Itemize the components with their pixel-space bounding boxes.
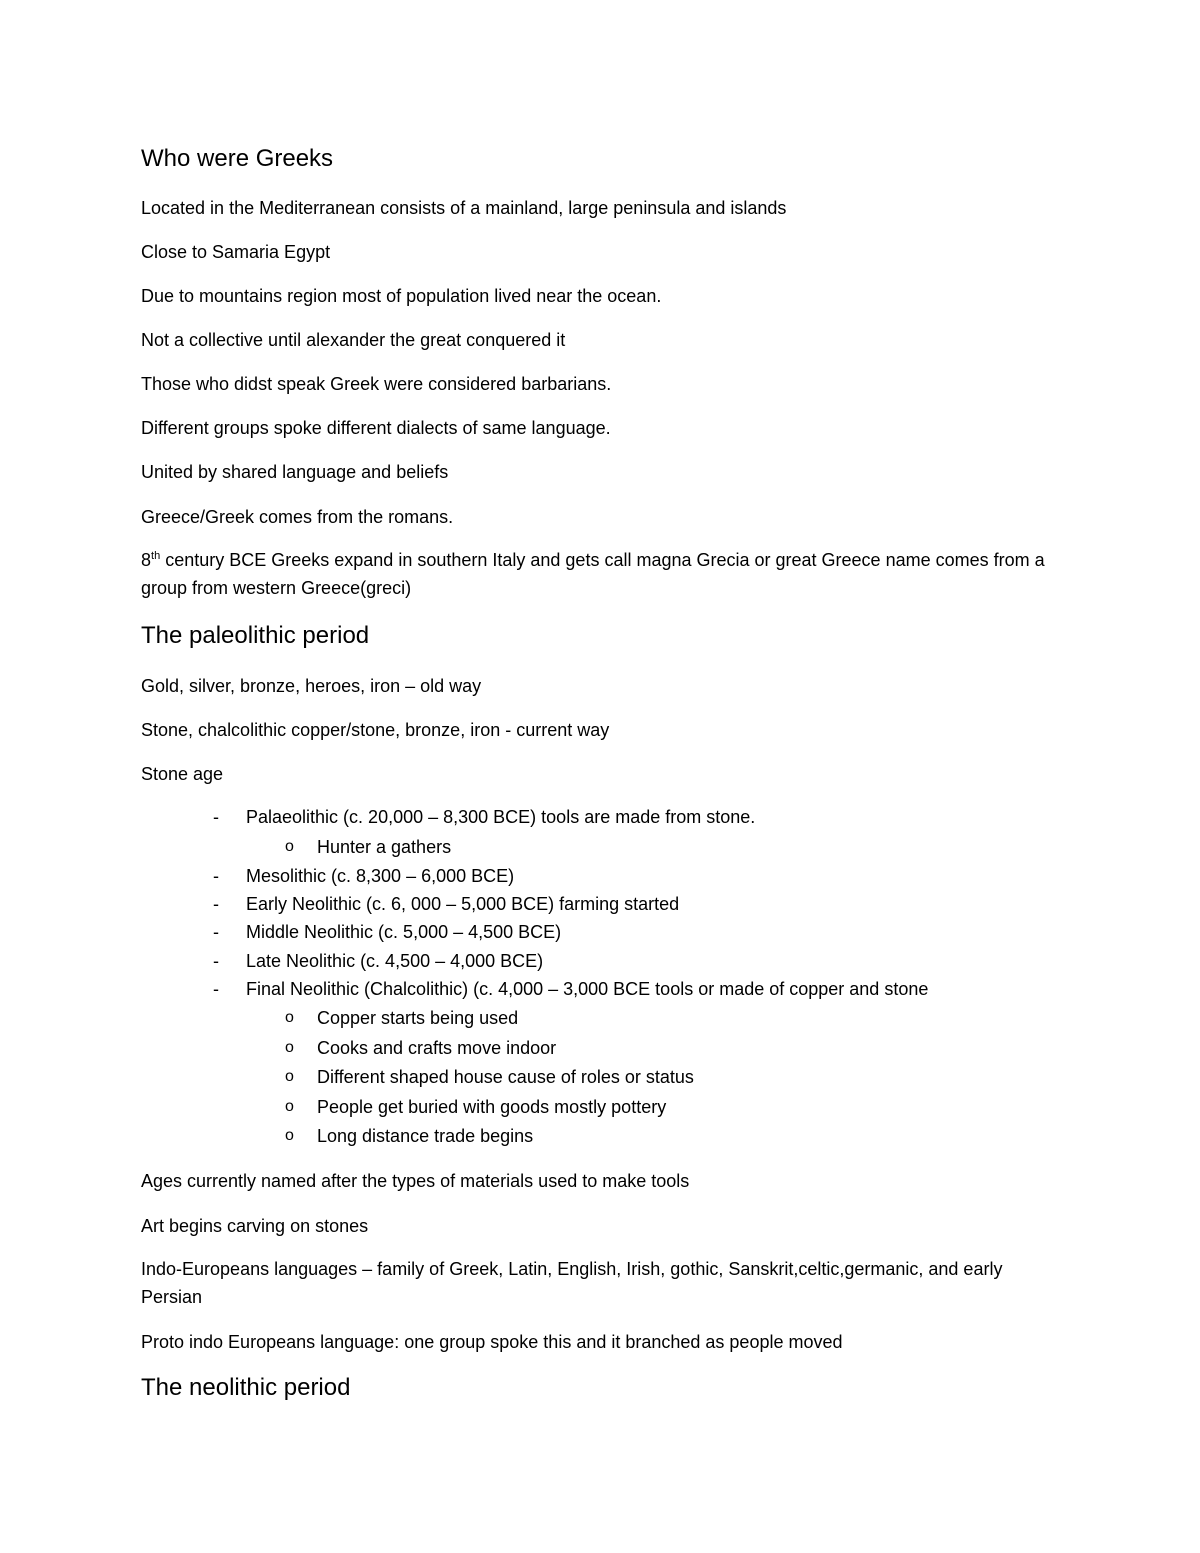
sub-list-item-text: Long distance trade begins — [317, 1126, 534, 1146]
heading-neolithic-period: The neolithic period — [141, 1374, 351, 1401]
list-item-text: Palaeolithic (c. 20,000 – 8,300 BCE) tools are made from stone. — [246, 807, 756, 827]
dash-bullet: - — [213, 807, 219, 827]
paragraph: United by shared language and beliefs — [141, 462, 449, 482]
dash-bullet: - — [213, 979, 219, 999]
paragraph-century — [141, 546, 1061, 602]
paragraph: Indo-Europeans languages – family of Greek, Latin, English, Irish, gothic, Sanskrit,celtic,germanic, and early Persian — [141, 1259, 1003, 1307]
century-text: century BCE Greeks expand in southern Italy and gets call magna Grecia or great Greece name comes from a group from western Greece(greci) — [141, 550, 1045, 598]
circle-bullet: o — [285, 1039, 294, 1056]
paragraph: Different groups spoke different dialects of same language. — [141, 418, 611, 438]
paragraph: Art begins carving on stones — [141, 1216, 369, 1236]
heading-paleolithic-period: The paleolithic period — [141, 622, 370, 649]
list-item-text: Early Neolithic (c. 6, 000 – 5,000 BCE) farming started — [246, 894, 680, 914]
paragraph: Stone, chalcolithic copper/stone, bronze, iron - current way — [141, 720, 610, 740]
sub-list-item-text: Copper starts being used — [317, 1008, 519, 1028]
paragraph: Greece/Greek comes from the romans. — [141, 507, 454, 527]
dash-bullet: - — [213, 922, 219, 942]
sub-list-item-text: People get buried with goods mostly pottery — [317, 1097, 667, 1117]
circle-bullet: o — [285, 1127, 294, 1144]
dash-bullet: - — [213, 894, 219, 914]
list-item-text: Mesolithic (c. 8,300 – 6,000 BCE) — [246, 866, 515, 886]
circle-bullet: o — [285, 838, 294, 855]
paragraph: Close to Samaria Egypt — [141, 242, 331, 262]
sub-list-item-text: Hunter a gathers — [317, 837, 452, 857]
dash-bullet: - — [213, 866, 219, 886]
sub-list-item-text: Cooks and crafts move indoor — [317, 1038, 557, 1058]
list-item-text: Middle Neolithic (c. 5,000 – 4,500 BCE) — [246, 922, 562, 942]
century-superscript: th — [151, 550, 161, 562]
heading-who-were-greeks: Who were Greeks — [141, 145, 334, 172]
paragraph: Stone age — [141, 764, 224, 784]
circle-bullet: o — [285, 1098, 294, 1115]
circle-bullet: o — [285, 1009, 294, 1026]
list-item-text: Late Neolithic (c. 4,500 – 4,000 BCE) — [246, 951, 544, 971]
dash-bullet: - — [213, 951, 219, 971]
paragraph: Those who didst speak Greek were considered barbarians. — [141, 374, 612, 394]
paragraph: Not a collective until alexander the great conquered it — [141, 330, 566, 350]
list-item-text: Final Neolithic (Chalcolithic) (c. 4,000 – 3,000 BCE tools or made of copper and stone — [246, 979, 929, 999]
paragraph: Ages currently named after the types of materials used to make tools — [141, 1171, 690, 1191]
century-number: 8 — [141, 550, 152, 570]
paragraph: Proto indo Europeans language: one group spoke this and it branched as people moved — [141, 1332, 843, 1352]
paragraph: Gold, silver, bronze, heroes, iron – old way — [141, 676, 482, 696]
paragraph: Located in the Mediterranean consists of a mainland, large peninsula and islands — [141, 198, 787, 218]
paragraph: Due to mountains region most of population lived near the ocean. — [141, 286, 662, 306]
sub-list-item-text: Different shaped house cause of roles or status — [317, 1067, 694, 1087]
circle-bullet: o — [285, 1068, 294, 1085]
